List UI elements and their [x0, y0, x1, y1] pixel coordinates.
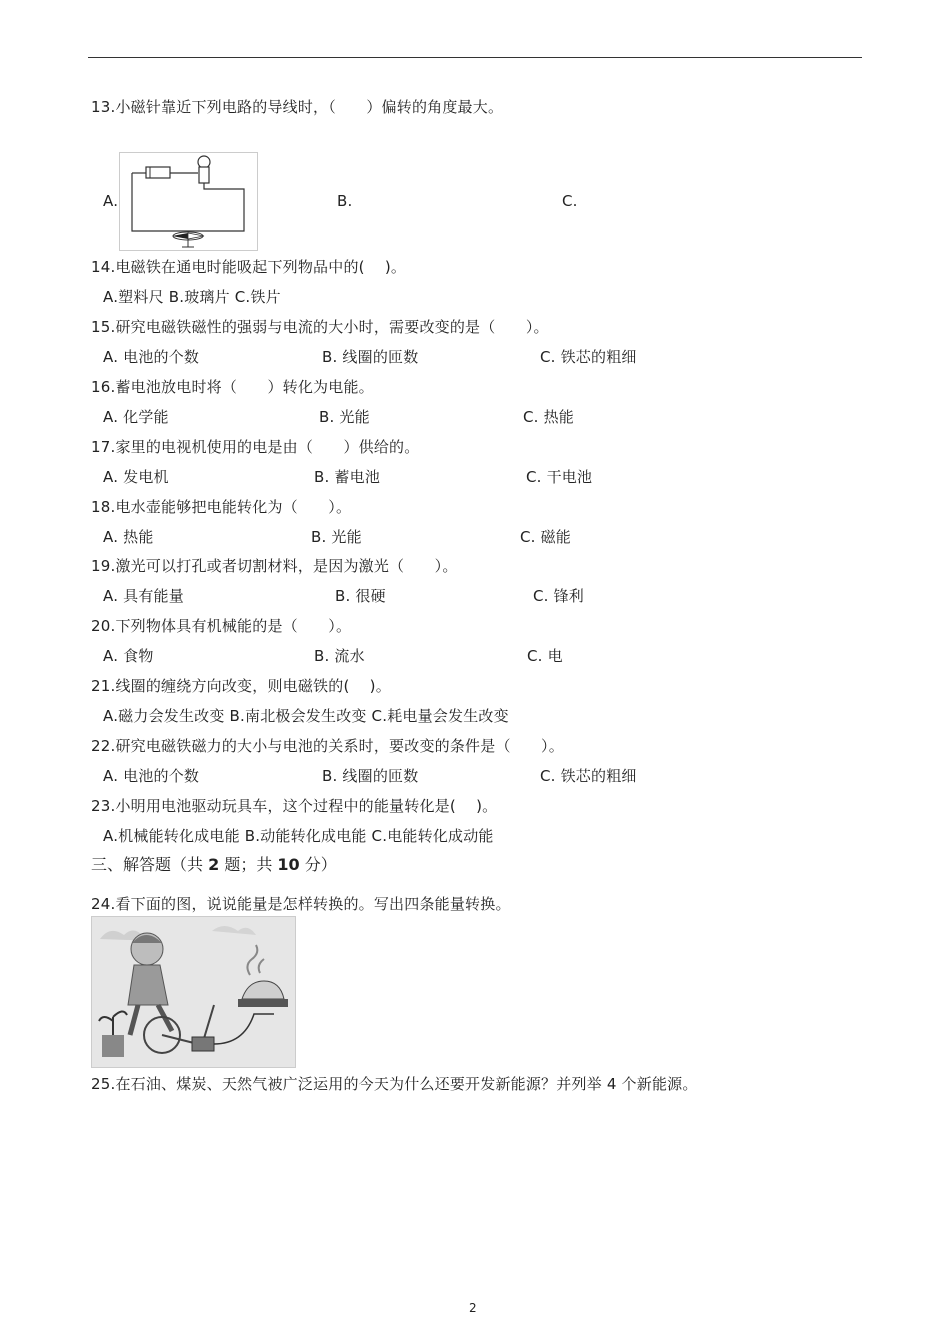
question-19-option-b: B. 很硬 — [335, 587, 386, 605]
question-14-stem: 14.电磁铁在通电时能吸起下列物品中的( )。 — [91, 258, 407, 276]
question-20-stem: 20.下列物体具有机械能的是（ ）。 — [91, 617, 352, 635]
question-19-stem: 19.激光可以打孔或者切割材料，是因为激光（ ）。 — [91, 557, 458, 575]
question-16-option-b: B. 光能 — [319, 408, 370, 426]
question-13-stem: 13.小磁针靠近下列电路的导线时，（ ）偏转的角度最大。 — [91, 98, 504, 116]
question-16-stem: 16.蓄电池放电时将（ ）转化为电能。 — [91, 378, 374, 396]
energy-conversion-illustration — [91, 916, 296, 1068]
question-15-option-a: A. 电池的个数 — [103, 348, 200, 366]
question-17-stem: 17.家里的电视机使用的电是由（ ）供给的。 — [91, 438, 420, 456]
question-22-option-c: C. 铁芯的粗细 — [540, 767, 637, 785]
question-18-option-a: A. 热能 — [103, 528, 154, 546]
question-22-stem: 22.研究电磁铁磁力的大小与电池的关系时，要改变的条件是（ ）。 — [91, 737, 564, 755]
question-24-stem: 24.看下面的图，说说能量是怎样转换的。写出四条能量转换。 — [91, 895, 511, 913]
question-22-option-a: A. 电池的个数 — [103, 767, 200, 785]
question-15-stem: 15.研究电磁铁磁性的强弱与电流的大小时，需要改变的是（ ）。 — [91, 318, 549, 336]
header-rule — [88, 57, 862, 58]
question-18-option-b: B. 光能 — [311, 528, 362, 546]
question-16-option-c: C. 热能 — [523, 408, 575, 426]
question-19-option-c: C. 锋利 — [533, 587, 585, 605]
question-20-option-b: B. 流水 — [314, 647, 365, 665]
question-19-option-a: A. 具有能量 — [103, 587, 184, 605]
question-15-option-c: C. 铁芯的粗细 — [540, 348, 637, 366]
question-20-option-a: A. 食物 — [103, 647, 154, 665]
question-25-stem: 25.在石油、煤炭、天然气被广泛运用的今天为什么还要开发新能源？并列举 4 个新能源。 — [91, 1075, 698, 1093]
question-15-option-b: B. 线圈的匝数 — [322, 348, 419, 366]
question-17-option-a: A. 发电机 — [103, 468, 169, 486]
question-14-options: A.塑料尺 B.玻璃片 C.铁片 — [103, 288, 281, 306]
question-13-option-b: B. — [337, 192, 353, 210]
question-21-stem: 21.线圈的缠绕方向改变，则电磁铁的( )。 — [91, 677, 391, 695]
question-21-options: A.磁力会发生改变 B.南北极会发生改变 C.耗电量会发生改变 — [103, 707, 509, 725]
section-3-heading: 三、解答题（共 2 题；共 10 分） — [91, 855, 337, 874]
question-16-option-a: A. 化学能 — [103, 408, 169, 426]
question-20-option-c: C. 电 — [527, 647, 563, 665]
question-23-options: A.机械能转化成电能 B.动能转化成电能 C.电能转化成动能 — [103, 827, 494, 845]
page-number: 2 — [469, 1301, 477, 1315]
question-22-option-b: B. 线圈的匝数 — [322, 767, 419, 785]
question-17-option-b: B. 蓄电池 — [314, 468, 381, 486]
question-13-option-a: A. — [103, 192, 119, 210]
question-17-option-c: C. 干电池 — [526, 468, 593, 486]
question-13-option-c: C. — [562, 192, 578, 210]
question-23-stem: 23.小明用电池驱动玩具车，这个过程中的能量转化是( )。 — [91, 797, 498, 815]
circuit-diagram-figure — [119, 152, 258, 251]
question-18-stem: 18.电水壶能够把电能转化为（ ）。 — [91, 498, 352, 516]
question-18-option-c: C. 磁能 — [520, 528, 572, 546]
